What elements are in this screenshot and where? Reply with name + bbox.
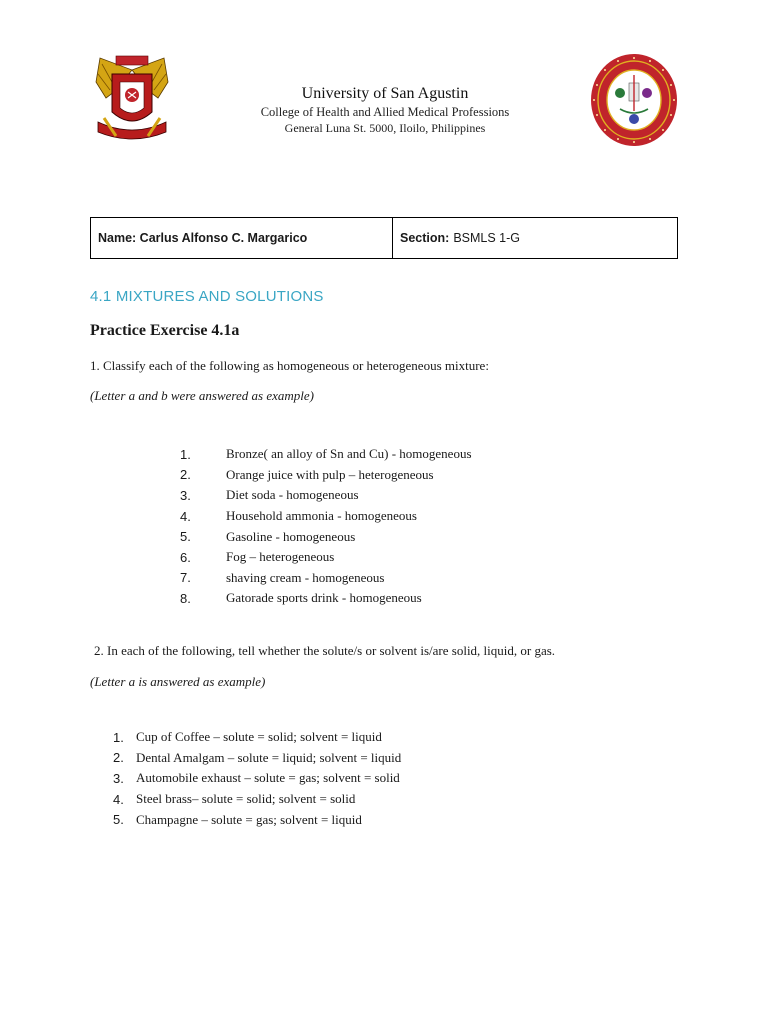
list-item: 5. Champagne – solute = gas; solvent = liquid	[113, 811, 362, 828]
address: General Luna St. 5000, Iloilo, Philippines	[284, 121, 486, 135]
college-seal-logo	[590, 53, 678, 147]
question-1: 1. Classify each of the following as homogeneous or heterogeneous mixture:	[90, 358, 489, 373]
question-1-note: (Letter a and b were answered as example)	[90, 388, 314, 403]
question-1-answers	[180, 444, 472, 609]
list-item: 2. Dental Amalgam – solute = liquid; solvent = liquid	[113, 749, 402, 766]
section-label: Section:	[400, 231, 450, 245]
question-2-note: (Letter a is answered as example)	[90, 674, 266, 689]
list-item: 1. Cup of Coffee – solute = solid; solvent = liquid	[113, 729, 382, 745]
student-section	[393, 218, 677, 258]
university-seal-logo	[92, 52, 172, 144]
university-name: University of San Agustin	[301, 85, 469, 102]
list-item: 1. Bronze( an alloy of Sn and Cu) - homogeneous	[180, 446, 472, 462]
list-item: 3. Diet soda - homogeneous	[180, 487, 359, 503]
list-item: 5. Gasoline - homogeneous	[180, 528, 356, 545]
list-item: 2. Orange juice with pulp – heterogeneous	[180, 466, 434, 483]
list-item: 8. Gatorade sports drink - homogeneous	[180, 590, 422, 606]
letterhead	[200, 84, 570, 136]
college-name: College of Health and Allied Medical Professions	[260, 105, 510, 119]
question-2: 2. In each of the following, tell whether the solute/s or solvent is/are solid, liquid, or gas.	[94, 643, 556, 658]
list-item: 4. Household ammonia - homogeneous	[180, 508, 417, 524]
section-value: BSMLS 1-G	[453, 231, 520, 245]
student-info-table	[90, 217, 678, 259]
list-item: 3. Automobile exhaust – solute = gas; solvent = solid	[113, 770, 400, 786]
exercise-title: Practice Exercise 4.1a	[90, 322, 240, 339]
section-heading: 4.1 MIXTURES AND SOLUTIONS	[90, 288, 324, 305]
question-2-answers	[113, 727, 401, 830]
student-name: Name: Carlus Alfonso C. Margarico	[91, 218, 393, 258]
list-item: 6. Fog – heterogeneous	[180, 549, 335, 565]
list-item: 4. Steel brass– solute = solid; solvent = solid	[113, 791, 356, 807]
list-item: 7. shaving cream - homogeneous	[180, 569, 385, 586]
